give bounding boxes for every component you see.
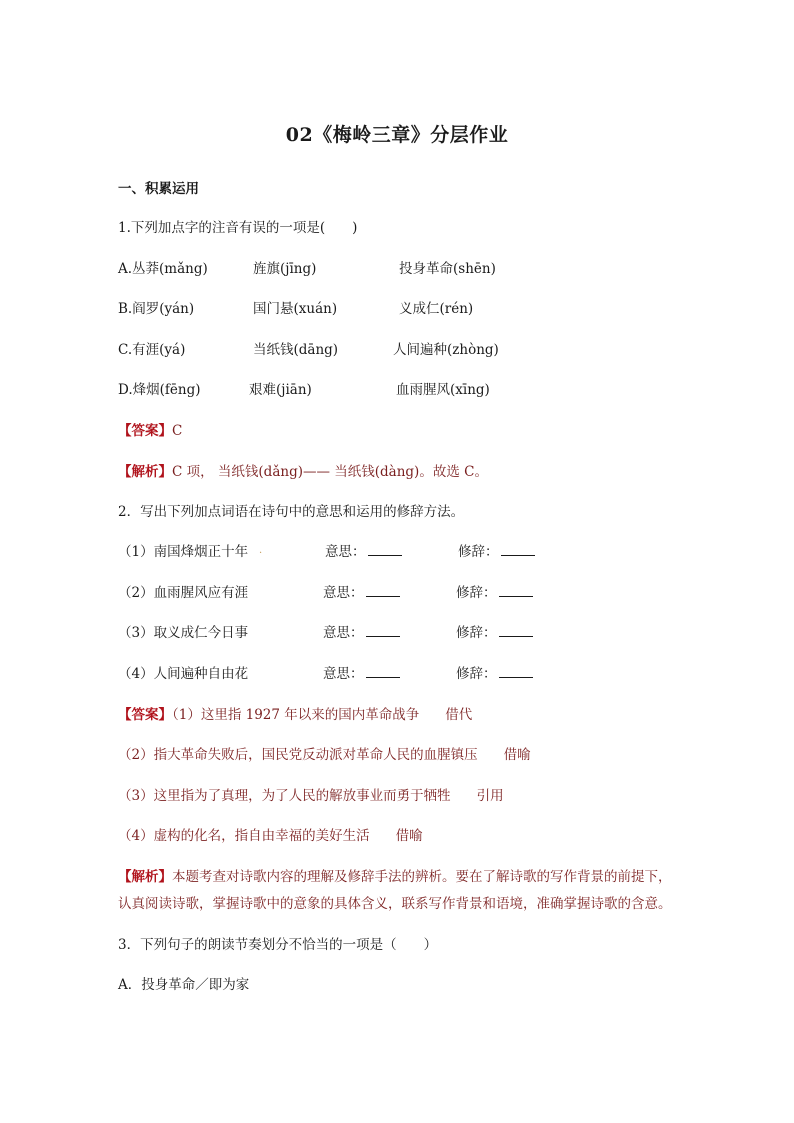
rhetoric-blank [499, 665, 533, 678]
q2-meaning-3 [323, 624, 400, 642]
answer-label: 【答案】 [118, 423, 172, 439]
meaning-label: 意思： [323, 666, 364, 682]
rhetoric-label: 修辞： [458, 544, 499, 560]
answer-text: （1）这里指 1927 年以来的国内革命战争 [172, 707, 420, 723]
meaning-label: 意思： [323, 625, 364, 641]
answer-rhetoric: 引用 [476, 788, 504, 804]
q1-opt-a-3: 投身革命(shēn) [399, 261, 496, 277]
meaning-blank [368, 543, 402, 556]
rhetoric-blank [499, 624, 533, 637]
q2-item-1: （1）南国烽烟正十年 [118, 544, 249, 560]
q2-rhetoric-2 [456, 584, 533, 602]
meaning-blank [366, 665, 400, 678]
answer-value: C [172, 423, 183, 439]
q1-analysis [118, 463, 488, 481]
q2-answer-3 [118, 787, 504, 805]
meaning-label: 意思： [325, 544, 366, 560]
q2-answer-4 [118, 827, 423, 845]
analysis-label: 【解析】 [118, 869, 172, 885]
q1-opt-c-3: 人间遍种(zhòng) [393, 342, 499, 358]
q3-stem: 3．下列句子的朗读节奏划分不恰当的一项是（ ） [118, 937, 438, 953]
q2-rhetoric-1 [458, 543, 535, 561]
meaning-blank [366, 584, 400, 597]
meaning-blank [366, 624, 400, 637]
rhetoric-blank [499, 584, 533, 597]
q1-answer [118, 422, 182, 440]
q1-opt-d-3: 血雨腥风(xīng) [396, 382, 490, 398]
rhetoric-label: 修辞： [456, 585, 497, 601]
q2-analysis-line-1 [118, 868, 672, 886]
page-title: 02《梅岭三章》分层作业 [285, 124, 509, 146]
analysis-text: C 项， 当纸钱(dǎng)—— 当纸钱(dàng)。故选 C。 [172, 464, 488, 480]
q1-opt-c-2: 当纸钱(dāng) [253, 342, 339, 358]
q1-opt-a-1: A.丛莽(mǎng) [118, 261, 208, 277]
q1-opt-a-2: 旌旗(jīng) [253, 261, 317, 277]
q2-item-3: （3）取义成仁今日事 [118, 625, 249, 641]
answer-text: （2）指大革命失败后，国民党反动派对革命人民的血腥镇压 [118, 747, 478, 763]
q2-item-4: （4）人间遍种自由花 [118, 666, 249, 682]
rhetoric-blank [501, 543, 535, 556]
q1-opt-c-1: C.有涯(yá) [118, 342, 186, 358]
q2-stem: 2．写出下列加点词语在诗句中的意思和运用的修辞方法。 [118, 504, 465, 520]
rhetoric-label: 修辞： [456, 625, 497, 641]
q2-answer-1 [118, 706, 472, 724]
q1-opt-d-2: 艰难(jiān) [249, 382, 312, 398]
q2-answer-2 [118, 746, 531, 764]
dot-mark-icon: · [259, 548, 263, 559]
meaning-label: 意思： [323, 585, 364, 601]
answer-rhetoric: 借代 [445, 707, 473, 723]
q2-meaning-4 [323, 665, 400, 683]
answer-rhetoric: 借喻 [395, 828, 423, 844]
analysis-text: 本题考查对诗歌内容的理解及修辞手法的辨析。要在了解诗歌的写作背景的前提下， [172, 869, 672, 885]
answer-text: （4）虚构的化名，指自由幸福的美好生活 [118, 828, 370, 844]
q1-opt-b-2: 国门悬(xuán) [253, 301, 338, 317]
q3-option-a: A．投身革命／即为家 [118, 977, 250, 993]
q2-analysis-line-2: 认真阅读诗歌，掌握诗歌中的意象的具体含义，联系写作背景和语境，准确掌握诗歌的含意。 [118, 896, 672, 912]
q2-meaning-2 [323, 584, 400, 602]
q1-opt-b-3: 义成仁(rén) [399, 301, 474, 317]
q2-rhetoric-3 [456, 624, 533, 642]
analysis-label: 【解析】 [118, 464, 172, 480]
q2-rhetoric-4 [456, 665, 533, 683]
q2-item-2: （2）血雨腥风应有涯 [118, 585, 249, 601]
q1-opt-d-1: D.烽烟(fēng) [118, 382, 201, 398]
answer-rhetoric: 借喻 [503, 747, 531, 763]
q1-opt-b-1: B.阎罗(yán) [118, 301, 195, 317]
answer-label: 【答案】 [118, 707, 172, 723]
answer-text: （3）这里指为了真理，为了人民的解放事业而勇于牺牲 [118, 788, 451, 804]
section-heading: 一、积累运用 [118, 181, 199, 197]
rhetoric-label: 修辞： [456, 666, 497, 682]
q1-stem: 1.下列加点字的注音有误的一项是( ) [118, 220, 358, 236]
q2-meaning-1 [325, 543, 402, 561]
